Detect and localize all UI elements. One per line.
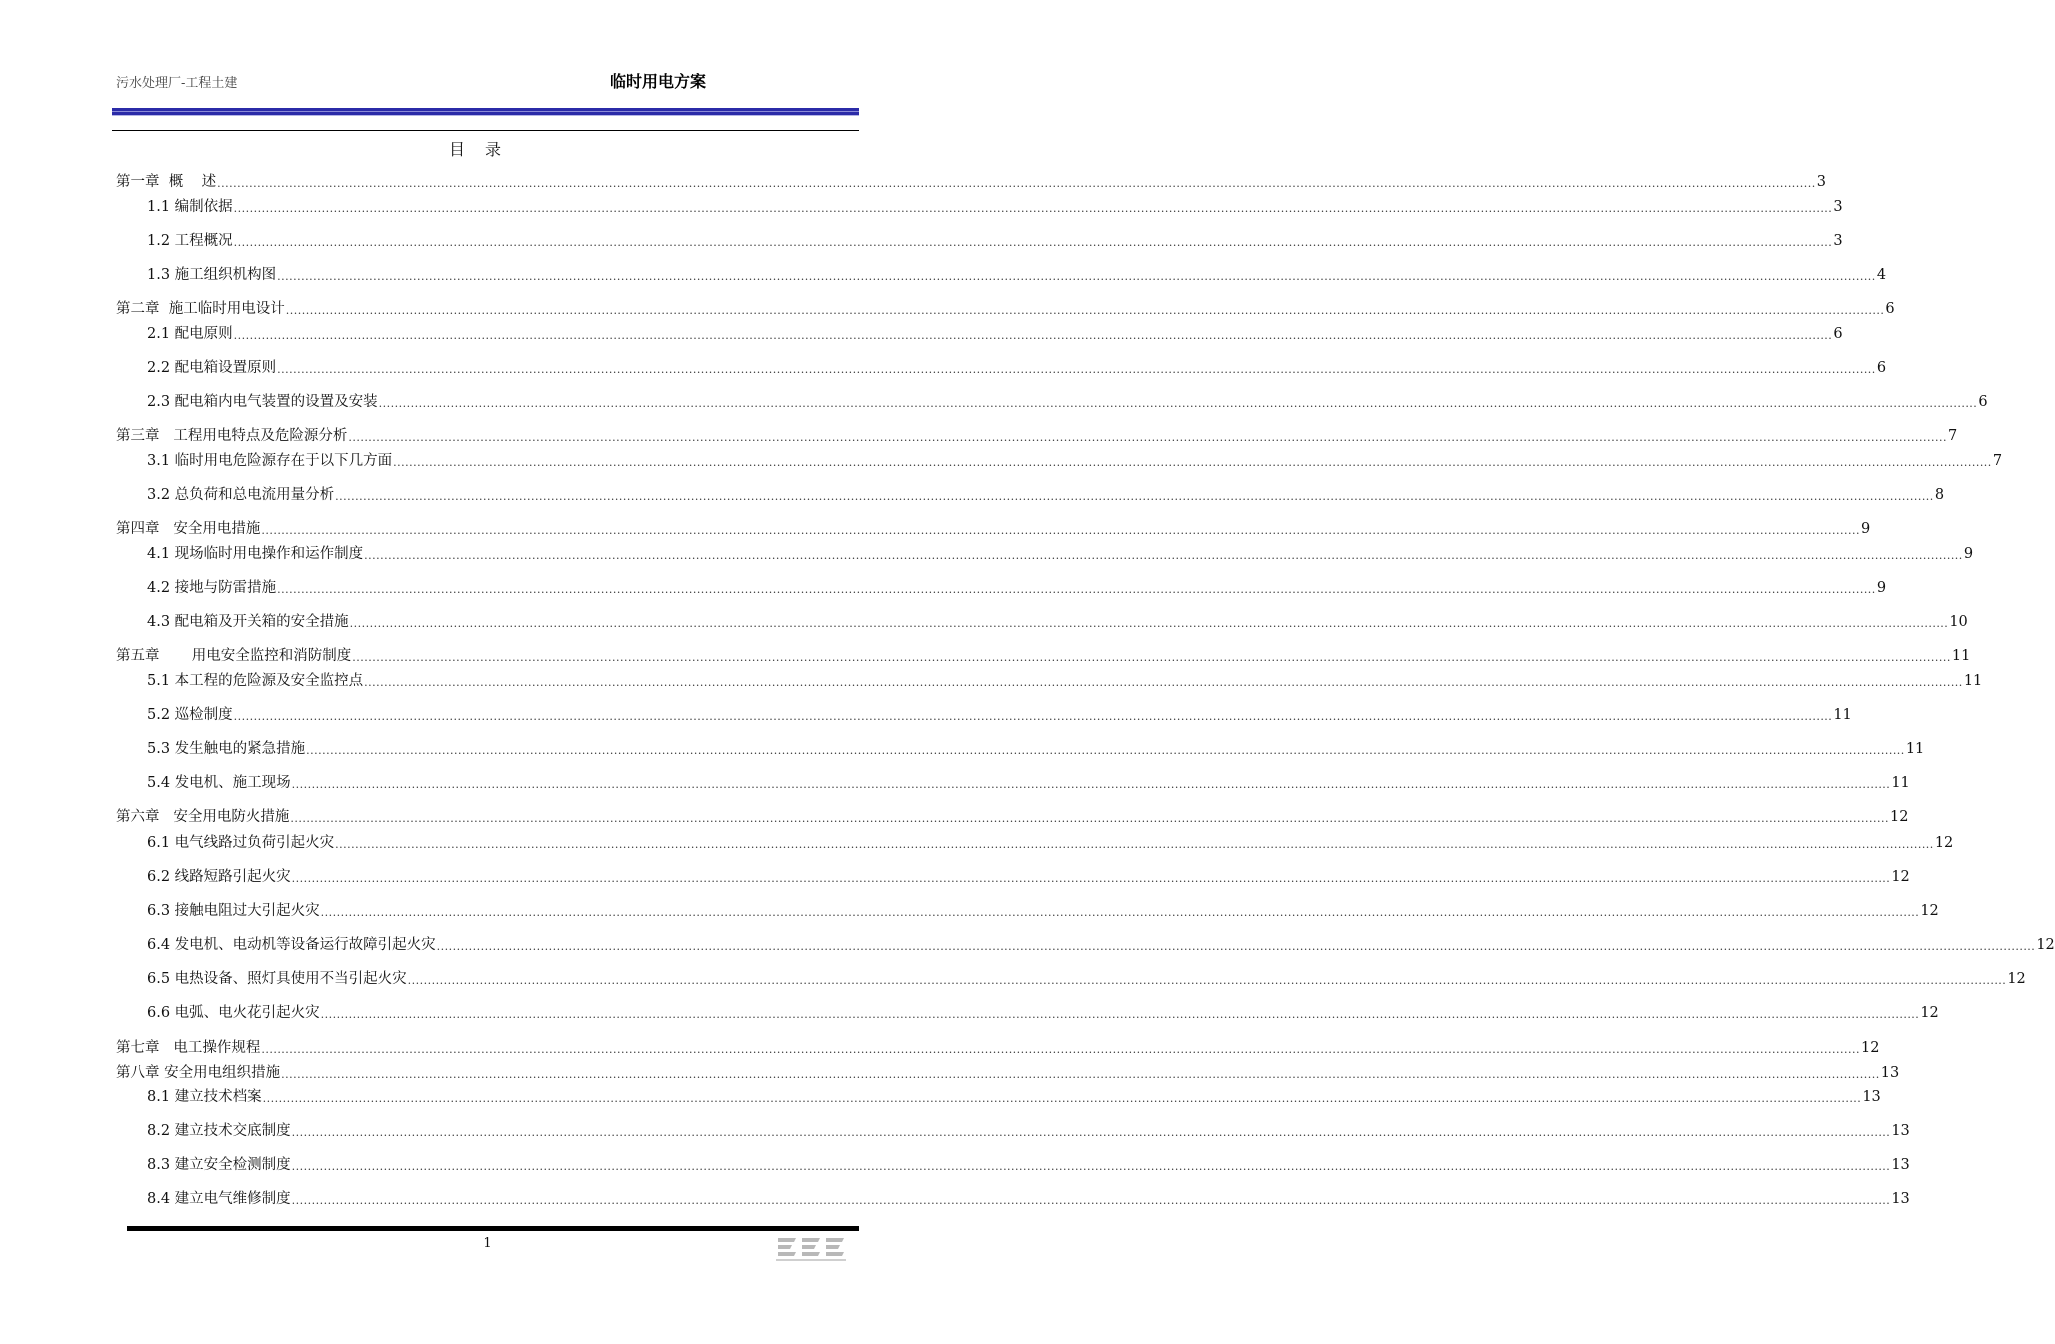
- toc-entry-page: 7: [1992, 453, 2003, 469]
- toc-entry-label: 6.3 接触电阻过大引起火灾: [147, 903, 320, 919]
- toc-leader-dots: ................................................................................................................................................................................................................................................................................................................................................................................................................: [277, 363, 1876, 376]
- toc-entry[interactable]: [116, 1039, 1880, 1057]
- toc-entry-page: 11: [1833, 707, 1852, 723]
- toc-entry-page: 11: [1905, 741, 1925, 757]
- toc-entry-page: 13: [1862, 1089, 1881, 1105]
- toc-leader-dots: ................................................................................................................................................................................................................................................................................................................................................................................................................: [291, 1160, 1891, 1173]
- toc-entry-label: 3.1 临时用电危险源存在于以下几方面: [147, 453, 393, 469]
- footer-rule: [127, 1226, 859, 1231]
- toc-entry-label: 4.3 配电箱及开关箱的安全措施: [147, 614, 349, 630]
- toc-entry[interactable]: [147, 1190, 1910, 1208]
- toc-leader-dots: ................................................................................................................................................................................................................................................................................................................................................................................................................: [291, 872, 1891, 885]
- toc-entry[interactable]: [147, 325, 1843, 343]
- toc-leader-dots: ................................................................................................................................................................................................................................................................................................................................................................................................................: [348, 431, 1947, 444]
- toc-entry-page: 13: [1880, 1065, 1900, 1081]
- toc-entry-label: 2.3 配电箱内电气装置的设置及安装: [147, 394, 378, 410]
- header-document-title: 临时用电方案: [610, 72, 707, 91]
- toc-leader-dots: ................................................................................................................................................................................................................................................................................................................................................................................................................: [393, 456, 1992, 469]
- toc-entry-page: 12: [2036, 937, 2055, 953]
- toc-leader-dots: ................................................................................................................................................................................................................................................................................................................................................................................................................: [277, 270, 1876, 283]
- toc-leader-dots: ................................................................................................................................................................................................................................................................................................................................................................................................................: [407, 974, 2007, 987]
- toc-entry-page: 8: [1934, 487, 1945, 503]
- toc-entry-label: 2.1 配电原则: [147, 326, 233, 342]
- toc-entry-page: 12: [1934, 835, 1954, 851]
- toc-entry[interactable]: [147, 1122, 1910, 1140]
- toc-entry-label: 第四章 安全用电措施: [116, 521, 261, 537]
- toc-entry-label: 第二章 施工临时用电设计: [116, 301, 285, 317]
- toc-leader-dots: ................................................................................................................................................................................................................................................................................................................................................................................................................: [233, 202, 1833, 215]
- toc-entry-label: 第八章 安全用电组织措施: [116, 1065, 281, 1081]
- toc-entry-page: 13: [1891, 1191, 1910, 1207]
- toc-entry-page: 12: [1889, 809, 1909, 825]
- toc-leader-dots: ................................................................................................................................................................................................................................................................................................................................................................................................................: [306, 744, 1905, 757]
- toc-entry-page: 6: [1876, 360, 1887, 376]
- toc-entry-label: 8.4 建立电气维修制度: [147, 1191, 291, 1207]
- toc-entry-page: 13: [1891, 1123, 1910, 1139]
- toc-leader-dots: ................................................................................................................................................................................................................................................................................................................................................................................................................: [233, 710, 1833, 723]
- toc-entry-label: 6.1 电气线路过负荷引起火灾: [147, 835, 335, 851]
- toc-entry-label: 4.2 接地与防雷措施: [147, 580, 277, 596]
- toc-entry[interactable]: [147, 359, 1887, 377]
- toc-entry[interactable]: [147, 774, 1910, 792]
- toc-entry[interactable]: [147, 232, 1843, 250]
- toc-entry[interactable]: [116, 1064, 1900, 1082]
- toc-entry-page: 13: [1891, 1157, 1910, 1173]
- toc-entry-label: 3.2 总负荷和总电流用量分析: [147, 487, 335, 503]
- toc-entry-page: 3: [1833, 233, 1843, 249]
- toc-entry[interactable]: [147, 706, 1852, 724]
- toc-entry-label: 6.2 线路短路引起火灾: [147, 869, 291, 885]
- toc-entry[interactable]: [147, 486, 1945, 504]
- toc-leader-dots: ................................................................................................................................................................................................................................................................................................................................................................................................................: [285, 304, 1885, 317]
- toc-entry-label: 6.6 电弧、电火花引起火灾: [147, 1005, 320, 1021]
- toc-entry[interactable]: [116, 647, 1971, 665]
- toc-entry-page: 11: [1891, 775, 1910, 791]
- toc-leader-dots: ................................................................................................................................................................................................................................................................................................................................................................................................................: [291, 1194, 1891, 1207]
- toc-entry-page: 6: [1978, 394, 1988, 410]
- toc-entry-label: 5.1 本工程的危险源及安全监控点: [147, 673, 364, 689]
- toc-entry-label: 6.4 发电机、电动机等设备运行故障引起火灾: [147, 937, 436, 953]
- toc-entry-label: 1.1 编制依据: [147, 199, 233, 215]
- toc-entry[interactable]: [147, 613, 1968, 631]
- toc-entry-label: 第六章 安全用电防火措施: [116, 809, 290, 825]
- toc-entry-label: 第五章 用电安全监控和消防制度: [116, 648, 352, 664]
- toc-entry-label: 8.1 建立技术档案: [147, 1089, 262, 1105]
- toc-entry-page: 7: [1947, 428, 1958, 444]
- toc-entry-label: 第三章 工程用电特点及危险源分析: [116, 428, 348, 444]
- toc-entry[interactable]: [147, 970, 2026, 988]
- toc-leader-dots: ................................................................................................................................................................................................................................................................................................................................................................................................................: [335, 838, 1934, 851]
- toc-entry[interactable]: [147, 834, 1954, 852]
- toc-entry[interactable]: [147, 393, 1988, 411]
- toc-entry[interactable]: [147, 579, 1887, 597]
- toc-entry-label: 4.1 现场临时用电操作和运作制度: [147, 546, 364, 562]
- toc-entry[interactable]: [147, 266, 1887, 284]
- toc-leader-dots: ................................................................................................................................................................................................................................................................................................................................................................................................................: [277, 583, 1876, 596]
- toc-entry-page: 12: [2007, 971, 2026, 987]
- toc-entry-label: 1.3 施工组织机构图: [147, 267, 277, 283]
- toc-entry[interactable]: [116, 520, 1871, 538]
- toc-entry-page: 12: [1920, 903, 1939, 919]
- toc-leader-dots: ................................................................................................................................................................................................................................................................................................................................................................................................................: [233, 329, 1833, 342]
- toc-entry-label: 1.2 工程概况: [147, 233, 233, 249]
- toc-leader-dots: ................................................................................................................................................................................................................................................................................................................................................................................................................: [262, 1092, 1862, 1105]
- toc-leader-dots: ................................................................................................................................................................................................................................................................................................................................................................................................................: [290, 812, 1889, 825]
- toc-leader-dots: ................................................................................................................................................................................................................................................................................................................................................................................................................: [364, 676, 1963, 689]
- toc-entry-page: 11: [1963, 673, 1983, 689]
- page-number: 1: [483, 1236, 492, 1251]
- toc-entry[interactable]: [147, 902, 1939, 920]
- toc-entry[interactable]: [147, 1156, 1910, 1174]
- toc-entry-label: 5.2 巡检制度: [147, 707, 233, 723]
- toc-entry-page: 9: [1876, 580, 1887, 596]
- toc-leader-dots: ................................................................................................................................................................................................................................................................................................................................................................................................................: [436, 940, 2036, 953]
- toc-entry-page: 12: [1891, 869, 1910, 885]
- toc-entry[interactable]: [147, 1088, 1881, 1106]
- toc-entry-page: 6: [1885, 301, 1895, 317]
- toc-entry[interactable]: [147, 198, 1843, 216]
- toc-leader-dots: ................................................................................................................................................................................................................................................................................................................................................................................................................: [291, 778, 1891, 791]
- toc-leader-dots: ................................................................................................................................................................................................................................................................................................................................................................................................................: [281, 1068, 1880, 1081]
- toc-entry-page: 12: [1860, 1040, 1880, 1056]
- toc-leader-dots: ................................................................................................................................................................................................................................................................................................................................................................................................................: [349, 617, 1949, 630]
- toc-entry-label: 5.3 发生触电的紧急措施: [147, 741, 306, 757]
- toc-entry[interactable]: [147, 740, 1925, 758]
- toc-leader-dots: ................................................................................................................................................................................................................................................................................................................................................................................................................: [217, 177, 1816, 190]
- toc-entry-label: 6.5 电热设备、照灯具使用不当引起火灾: [147, 971, 407, 987]
- toc-entry-label: 第七章 电工操作规程: [116, 1040, 261, 1056]
- toc-entry[interactable]: [147, 936, 2055, 954]
- toc-entry[interactable]: [147, 672, 1983, 690]
- toc-entry[interactable]: [116, 173, 1827, 191]
- toc-entry[interactable]: [116, 300, 1895, 318]
- toc-title: 目录: [448, 140, 521, 159]
- toc-entry-page: 12: [1920, 1005, 1939, 1021]
- toc-leader-dots: ................................................................................................................................................................................................................................................................................................................................................................................................................: [335, 490, 1934, 503]
- toc-entry-page: 4: [1876, 267, 1887, 283]
- toc-entry-label: 第一章 概 述: [116, 174, 217, 190]
- toc-entry-page: 9: [1860, 521, 1871, 537]
- toc-leader-dots: ................................................................................................................................................................................................................................................................................................................................................................................................................: [291, 1126, 1891, 1139]
- toc-leader-dots: ................................................................................................................................................................................................................................................................................................................................................................................................................: [261, 1043, 1860, 1056]
- toc-leader-dots: ................................................................................................................................................................................................................................................................................................................................................................................................................: [320, 906, 1920, 919]
- toc-leader-dots: ................................................................................................................................................................................................................................................................................................................................................................................................................: [364, 549, 1963, 562]
- toc-leader-dots: ................................................................................................................................................................................................................................................................................................................................................................................................................: [261, 524, 1860, 537]
- toc-entry-label: 2.2 配电箱设置原则: [147, 360, 277, 376]
- toc-leader-dots: ................................................................................................................................................................................................................................................................................................................................................................................................................: [233, 236, 1833, 249]
- toc-entry-page: 6: [1833, 326, 1843, 342]
- toc-entry-label: 8.2 建立技术交底制度: [147, 1123, 291, 1139]
- toc-entry-label: 8.3 建立安全检测制度: [147, 1157, 291, 1173]
- toc-entry-page: 11: [1951, 648, 1971, 664]
- toc-entry-label: 5.4 发电机、施工现场: [147, 775, 291, 791]
- toc-leader-dots: ................................................................................................................................................................................................................................................................................................................................................................................................................: [320, 1008, 1920, 1021]
- toc-leader-dots: ................................................................................................................................................................................................................................................................................................................................................................................................................: [378, 397, 1978, 410]
- toc-entry[interactable]: [147, 1004, 1939, 1022]
- toc-entry[interactable]: [147, 452, 2003, 470]
- header-project-name: 污水处理厂-工程土建: [116, 76, 238, 91]
- toc-entry[interactable]: [116, 427, 1958, 445]
- toc-entry-page: 3: [1816, 174, 1827, 190]
- company-logo-icon: [776, 1234, 846, 1264]
- toc-entry[interactable]: [116, 808, 1909, 826]
- toc-entry[interactable]: [147, 868, 1910, 886]
- toc-entry[interactable]: [147, 545, 1974, 563]
- toc-entry-page: 3: [1833, 199, 1843, 215]
- toc-entry-page: 10: [1949, 614, 1968, 630]
- toc-leader-dots: ................................................................................................................................................................................................................................................................................................................................................................................................................: [352, 651, 1951, 664]
- toc-entry-page: 9: [1963, 546, 1974, 562]
